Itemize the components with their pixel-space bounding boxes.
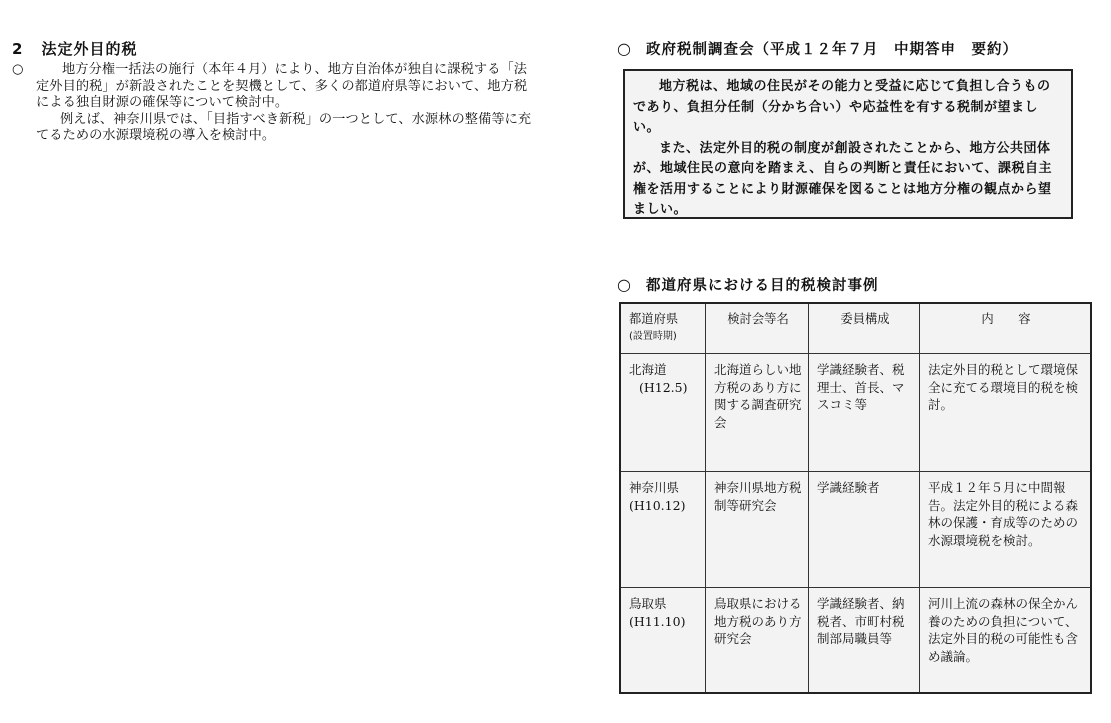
bullet-circle: ○ xyxy=(617,275,632,294)
header-content: 内 容 xyxy=(920,303,1092,354)
report-heading xyxy=(617,38,1087,59)
bullet-circle: ○ xyxy=(617,39,632,58)
table-row xyxy=(620,354,1091,472)
cell-members: 学識経験者 xyxy=(809,472,920,588)
paragraph-1: 地方分権一括法の施行（本年４月）により、地方自治体が独自に課税する「法定外目的税」が新設されたことを契機として、多くの都道府県等において、地方税による独自財源の確保等について検討中。 xyxy=(36,62,528,110)
table-header-row xyxy=(620,303,1091,354)
cases-heading xyxy=(617,274,1087,295)
cell-content: 法定外目的税として環境保全に充てる環境目的税を検討。 xyxy=(920,354,1092,472)
cell-period: (H11.10) xyxy=(629,613,686,629)
table-row xyxy=(620,588,1091,694)
report-paragraph-1: 地方税は、地域の住民がその能力と受益に応じて負担し合うものであり、負担分任制（分かち合い）や応益性を有する税制が望ましい。 xyxy=(633,79,1051,135)
cell-period: (H10.12) xyxy=(629,497,686,513)
cell-members: 学識経験者、納税者、市町村税制部局職員等 xyxy=(809,588,920,694)
table-row xyxy=(620,472,1091,588)
header-members: 委員構成 xyxy=(809,303,920,354)
header-prefecture-sub: (設置時期) xyxy=(629,330,677,342)
cell-committee: 神奈川県地方税制等研究会 xyxy=(706,472,809,588)
cell-content: 平成１２年５月に中間報告。法定外目的税による森林の保護・育成等のための水源環境税を検討。 xyxy=(920,472,1092,588)
report-title: 政府税制調査会（平成１２年７月 中期答申 要約） xyxy=(645,42,1018,58)
cell-content: 河川上流の森林の保全かん養のための負担について、法定外目的税の可能性も含め議論。 xyxy=(920,588,1092,694)
section-body xyxy=(12,62,532,145)
cell-prefecture: 北海道 (H12.5) xyxy=(620,354,706,472)
report-paragraph-2: また、法定外目的税の制度が創設されたことから、地方公共団体が、地域住民の意向を踏まえ、自らの判断と責任において、課税自主権を活用することにより財源確保を図ることは地方分権の観点から望ましい。 xyxy=(633,140,1053,217)
cell-committee: 鳥取県における地方税のあり方研究会 xyxy=(706,588,809,694)
cases-table xyxy=(619,302,1092,694)
cell-prefecture: 鳥取県 (H11.10) xyxy=(620,588,706,694)
paragraph-2: 例えば、神奈川県では、「目指すべき新税」の一つとして、水源林の整備等に充てるための水源環境税の導入を検討中。 xyxy=(36,111,532,143)
cell-committee: 北海道らしい地方税のあり方に関する調査研究会 xyxy=(706,354,809,472)
cell-prefecture: 神奈川県 (H10.12) xyxy=(620,472,706,588)
header-prefecture: 都道府県 (設置時期) xyxy=(620,303,706,354)
cases-title: 都道府県における目的税検討事例 xyxy=(645,278,879,294)
bullet-circle: ○ xyxy=(12,62,24,77)
cell-period: (H12.5) xyxy=(639,379,688,395)
report-summary-box xyxy=(623,69,1073,219)
section-title: 法定外目的税 xyxy=(41,40,138,58)
cell-members: 学識経験者、税理士、首長、マスコミ等 xyxy=(809,354,920,472)
left-section xyxy=(12,38,532,145)
section-heading xyxy=(12,38,532,59)
section-number: 2 xyxy=(12,40,24,58)
header-committee: 検討会等名 xyxy=(706,303,809,354)
